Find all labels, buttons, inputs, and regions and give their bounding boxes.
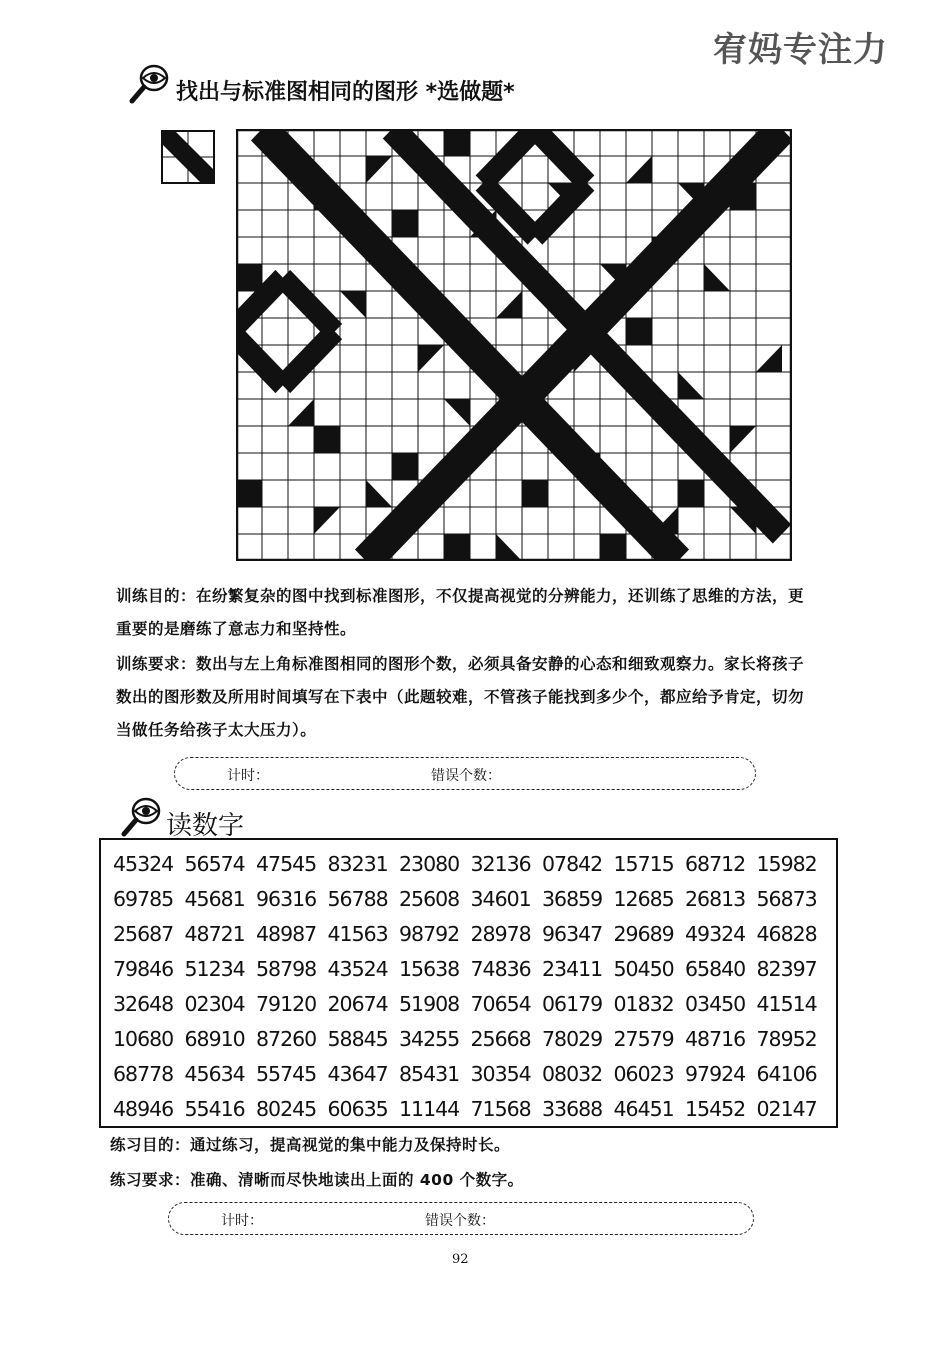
number-cell: 34255 [399,1027,460,1051]
purpose-text-1: 训练目的：在纷繁复杂的图中找到标准图形，不仅提高视觉的分辨能力，还训练了思维的方法，更重要的是磨练了意志力和坚持性。 [116,587,805,638]
number-cell: 79846 [113,957,174,981]
number-cell: 26813 [685,887,746,911]
timer-label: 计时： [221,1213,263,1229]
record-box-2 [168,1202,754,1235]
grid-shape [366,156,392,183]
grid-shape [522,480,548,507]
grid-shape [626,156,652,183]
number-cell: 27579 [613,1027,674,1051]
number-row [113,1062,828,1086]
number-cell: 41514 [756,992,817,1016]
number-cell: 78952 [756,1027,817,1051]
number-cell: 15715 [613,852,674,876]
grid-shape [704,264,730,291]
number-cell: 29689 [613,922,674,946]
grid-shape [236,324,290,393]
number-cell: 65840 [685,957,746,981]
grid-shape [444,534,470,561]
record-box-1 [174,757,756,790]
number-cell: 25687 [113,922,174,946]
requirement-text-2: 练习要求：准确、清晰而尽快地读出上面的 400 个数字。 [110,1171,524,1189]
number-cell: 33688 [542,1097,603,1121]
magnifier-eye-icon [128,63,170,105]
grid-shape [444,399,470,426]
number-cell: 25608 [399,887,460,911]
grid-shape [444,129,470,156]
errors-label: 错误个数： [425,1213,495,1229]
number-cell: 56873 [756,887,817,911]
grid-shape [392,453,418,480]
grid-shape [626,318,652,345]
magnifier-eye-icon [120,796,162,838]
puzzle-grid [236,129,792,561]
number-cell: 51908 [399,992,460,1016]
number-cell: 07842 [542,852,603,876]
grid-shape [730,426,756,453]
number-cell: 23411 [542,957,603,981]
standard-figure [161,130,215,184]
number-cell: 96316 [256,887,317,911]
grid-shape [730,183,756,210]
grid-shape [314,507,340,534]
grid-shape [496,291,522,318]
number-cell: 03450 [685,992,746,1016]
number-cell: 58798 [256,957,317,981]
number-cell: 48716 [685,1027,746,1051]
number-cell: 55745 [256,1062,317,1086]
number-cell: 87260 [256,1027,317,1051]
number-cell: 49324 [685,922,746,946]
number-cell: 30354 [470,1062,531,1086]
number-cell: 71568 [470,1097,531,1121]
number-cell: 58845 [327,1027,388,1051]
grid-shape [496,534,522,561]
number-cell: 82397 [756,957,817,981]
number-cell: 80245 [256,1097,317,1121]
number-cell: 83231 [327,852,388,876]
grid-shape [340,291,366,318]
number-cell: 47545 [256,852,317,876]
number-cell: 79120 [256,992,317,1016]
number-cell: 20674 [327,992,388,1016]
grid-shape [392,210,418,237]
number-cell: 02304 [184,992,245,1016]
number-cell: 01832 [613,992,674,1016]
number-cell: 98792 [399,922,460,946]
number-cell: 08032 [542,1062,603,1086]
number-cell: 15638 [399,957,460,981]
number-cell: 48946 [113,1097,174,1121]
grid-shape [730,507,756,534]
number-row [113,852,828,876]
number-cell: 85431 [399,1062,460,1086]
number-cell: 34601 [470,887,531,911]
grid-shape [366,480,392,507]
number-cell: 15982 [756,852,817,876]
number-cell: 10680 [113,1027,174,1051]
number-cell: 45634 [184,1062,245,1086]
grid-shape [275,324,342,393]
number-cell: 43647 [327,1062,388,1086]
number-cell: 68778 [113,1062,174,1086]
number-cell: 56574 [184,852,245,876]
number-cell: 48721 [184,922,245,946]
errors-label: 错误个数： [431,768,501,784]
number-cell: 69785 [113,887,174,911]
number-cell: 41563 [327,922,388,946]
number-cell: 12685 [613,887,674,911]
section-title-find-shape: 找出与标准图相同的图形 *选做题* [176,80,515,105]
number-row [113,957,828,981]
numbers-table [99,838,838,1128]
number-cell: 70654 [470,992,531,1016]
number-cell: 36859 [542,887,603,911]
number-row [113,1097,828,1121]
number-cell: 97924 [685,1062,746,1086]
brand-title: 宥妈专注力 [713,30,888,70]
number-row [113,992,828,1016]
number-cell: 46828 [756,922,817,946]
number-cell: 06179 [542,992,603,1016]
number-cell: 74836 [470,957,531,981]
number-cell: 64106 [756,1062,817,1086]
number-cell: 48987 [256,922,317,946]
number-cell: 02147 [756,1097,817,1121]
number-cell: 68712 [685,852,746,876]
requirement-text-1: 训练要求：数出与左上角标准图相同的图形个数，必须具备安静的心态和细致观察力。家长将孩子数出的图形数及所用时间填写在下表中（此题较难，不管孩子能找到多少个，都应给予肯定，切勿当做任务给孩子太大压力）。 [116,655,805,739]
number-cell: 46451 [613,1097,674,1121]
number-row [113,887,828,911]
number-cell: 28978 [470,922,531,946]
number-cell: 43524 [327,957,388,981]
number-cell: 45324 [113,852,174,876]
number-cell: 60635 [327,1097,388,1121]
number-cell: 25668 [470,1027,531,1051]
number-row [113,1027,828,1051]
number-cell: 78029 [542,1027,603,1051]
number-cell: 32648 [113,992,174,1016]
grid-shape [314,426,340,453]
number-cell: 11144 [399,1097,460,1121]
grid-shape [756,345,782,372]
number-cell: 45681 [184,887,245,911]
number-cell: 06023 [613,1062,674,1086]
purpose-text-2: 练习目的：通过练习，提高视觉的集中能力及保持时长。 [110,1136,511,1154]
number-row [113,922,828,946]
grid-shape [678,372,704,399]
number-cell: 96347 [542,922,603,946]
grid-shape [236,480,262,507]
section-title-read-numbers: 读数字 [166,811,245,841]
number-cell: 15452 [685,1097,746,1121]
number-cell: 56788 [327,887,388,911]
page-number: 92 [452,1252,469,1267]
grid-shape [600,534,626,561]
grid-shape [236,264,262,291]
number-cell: 50450 [613,957,674,981]
number-cell: 55416 [184,1097,245,1121]
grid-shape [288,399,314,426]
number-cell: 51234 [184,957,245,981]
timer-label: 计时： [227,768,269,784]
number-cell: 23080 [399,852,460,876]
number-cell: 32136 [470,852,531,876]
number-cell: 68910 [184,1027,245,1051]
grid-shape [678,480,704,507]
grid-shape [418,345,444,372]
